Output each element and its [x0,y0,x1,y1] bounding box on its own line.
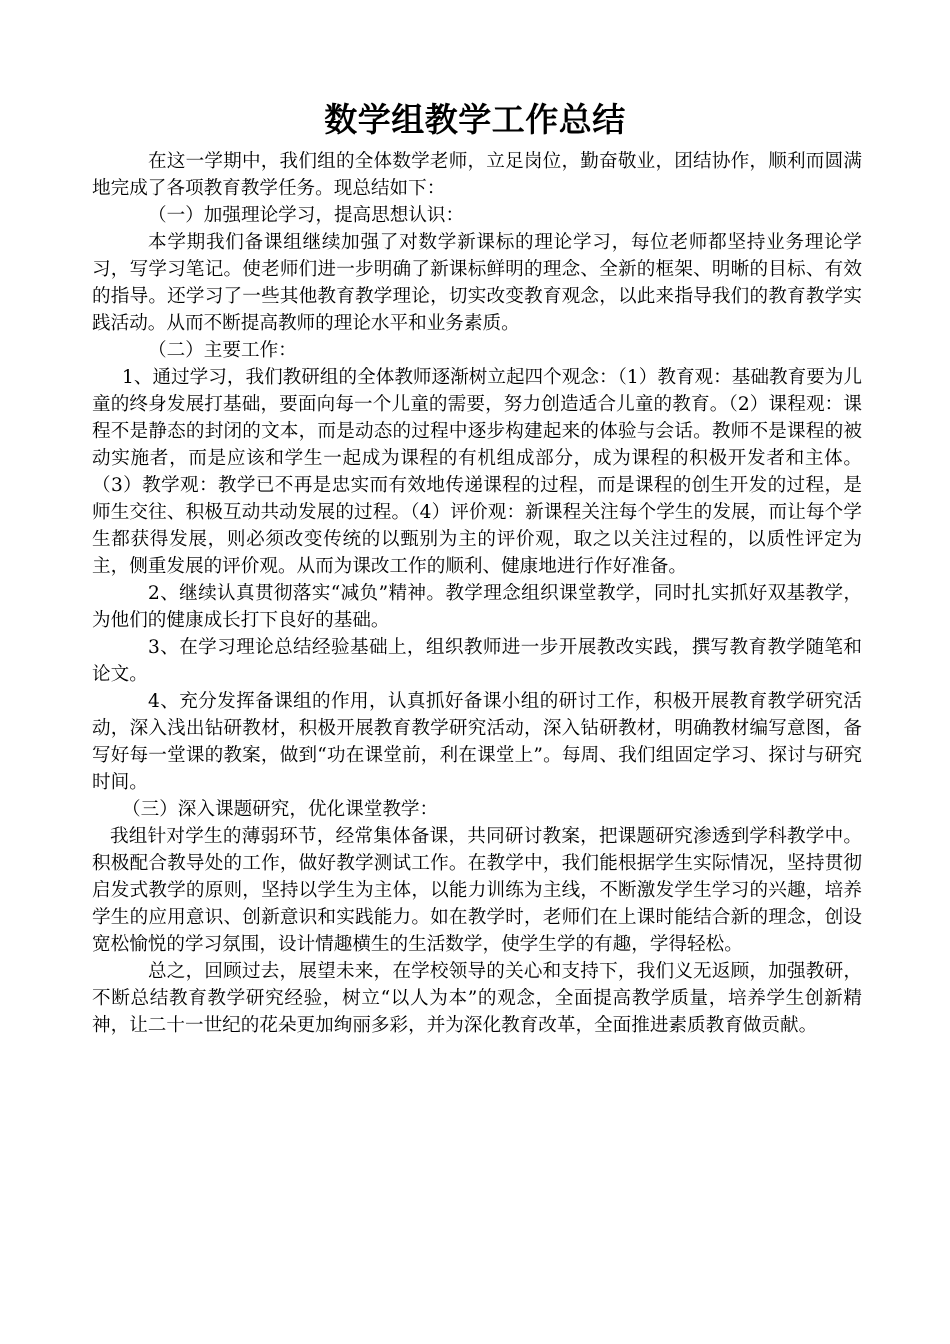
work-item-2: 2、继续认真贯彻落实“减负”精神。教学理念组织课堂教学，同时扎实抓好双基教学，为他们的健康成长打下良好的基础。 [92,583,862,631]
work-item-4: 4、充分发挥备课组的作用，认真抓好备课小组的研讨工作，积极开展教育教学研究活动，深入浅出钻研教材，积极开展教育教学研究活动，深入钻研教材，明确教材编写意图，备写好每一堂课的教案，做到“功在课堂前，利在课堂上”。每周、我们组固定学习、探讨与研究时间。 [92,691,862,793]
work-item-1: 1、通过学习，我们教研组的全体教师逐渐树立起四个观念：（1）教育观：基础教育要为儿童的终身发展打基础，要面向每一个儿童的需要，努力创造适合儿童的教育。（2）课程观：课程不是静态的封闭的文本，而是动态的过程中逐步构建起来的体验与会话。教师不是课程的被动实施者，而是应该和学生一起成为课程的有机组成部分，成为课程的积极开发者和主体。（3）教学观：教学已不再是忠实而有效地传递课程的过程，而是课程的创生开发的过程，是师生交往、积极互动共动发展的过程。（4）评价观：新课程关注每个学生的发展，而让每个学生都获得发展，则必须改变传统的以甄别为主的评价观，取之以关注过程的，以质性评定为主，侧重发展的评价观。从而为课改工作的顺利、健康地进行作好准备。 [92,367,862,577]
intro-paragraph: 在这一学期中，我们组的全体数学老师，立足岗位，勤奋敬业，团结协作，顺利而圆满地完成了各项教育教学任务。现总结如下： [92,151,862,199]
document-title: 数学组教学工作总结 [324,100,626,139]
section-heading-2: （二）主要工作： [148,340,297,361]
section-3-paragraph: 我组针对学生的薄弱环节，经常集体备课，共同研讨教案，把课题研究渗透到学科教学中。积极配合教导处的工作，做好教学测试工作。在教学中，我们能根据学生实际情况，坚持贯彻启发式教学的原则，坚持以学生为主体，以能力训练为主线，不断激发学生学习的兴趣，培养学生的应用意识、创新意识和实践能力。如在教学时，老师们在上课时能结合新的理念，创设宽松愉悦的学习氛围，设计情趣横生的生活数学，使学生学的有趣，学得轻松。 [92,826,862,955]
section-heading-3: （三）深入课题研究，优化课堂教学： [122,799,439,820]
conclusion-paragraph: 总之，回顾过去，展望未来，在学校领导的关心和支持下，我们义无返顾，加强教研，不断总结教育教学研究经验，树立“以人为本”的观念，全面提高教学质量，培养学生创新精神，让二十一世纪的花朵更加绚丽多彩，并为深化教育改革，全面推进素质教育做贡献。 [92,961,862,1036]
section-heading-1: （一）加强理论学习，提高思想认识： [148,205,465,226]
section-1-paragraph: 本学期我们备课组继续加强了对数学新课标的理论学习，每位老师都坚持业务理论学习，写学习笔记。使老师们进一步明确了新课标鲜明的理念、全新的框架、明晰的目标、有效的指导。还学习了一些其他教育教学理论，切实改变教育观念，以此来指导我们的教育教学实践活动。从而不断提高教师的理论水平和业务素质。 [92,232,862,334]
document-body [92,148,862,1039]
work-item-3: 3、在学习理论总结经验基础上，组织教师进一步开展教改实践，撰写教育教学随笔和论文。 [92,637,862,685]
